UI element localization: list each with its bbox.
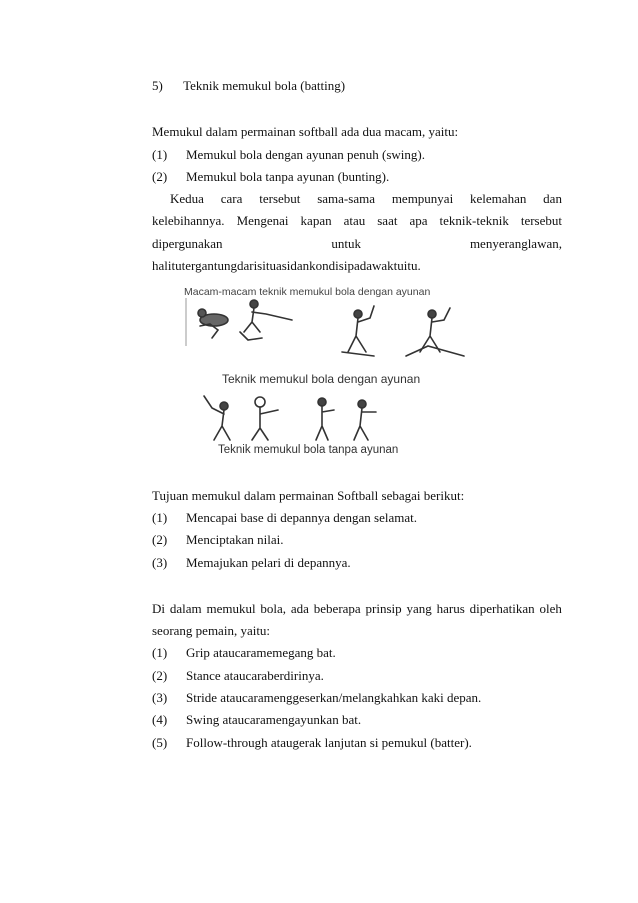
word: memukul [206, 601, 256, 616]
word: mempunyai [391, 191, 454, 206]
word: diperhatikan [469, 601, 535, 616]
word: untuk [331, 236, 362, 251]
list-item-text: Memukul bola tanpa ayunan (bunting). [186, 169, 390, 184]
word: atau [343, 213, 366, 228]
word: beberapa [313, 601, 361, 616]
heading-number: 5) [152, 78, 163, 93]
word: cara [220, 191, 243, 206]
word: tersebut [259, 191, 301, 206]
figure-caption-swing: Teknik memukul bola dengan ayunan [222, 372, 421, 386]
word: kelebihannya. [152, 213, 225, 228]
paragraph-line: seorang pemain, yaitu: [152, 623, 271, 638]
word: sama-sama [317, 191, 375, 206]
list-item-text: Follow-through ataugerak lanjutan si pemukul (batter). [186, 735, 472, 750]
list-number: (3) [152, 690, 168, 705]
list-item-text: Swing ataucaramengayunkan bat. [186, 712, 362, 727]
list-number: (2) [152, 668, 168, 683]
word: dan [543, 191, 562, 206]
list-item-text: Stance ataucaraberdirinya. [186, 668, 324, 683]
list-item-text: Grip ataucaramemegang bat. [186, 645, 336, 660]
word: bola, [260, 601, 287, 616]
word: Di [152, 601, 165, 616]
paragraph-line [152, 236, 562, 252]
word: saat [377, 213, 398, 228]
word: kelemahan [470, 191, 527, 206]
paragraph-line [170, 191, 562, 207]
word: teknik-teknik [439, 213, 509, 228]
paragraph-line [152, 601, 562, 617]
list-item-text: Mencapai base di depannya dengan selamat. [186, 510, 418, 525]
word: kapan [300, 213, 332, 228]
list-number: (3) [152, 555, 168, 570]
list-item-text: Stride ataucaramenggeserkan/melangkahkan kaki depan. [186, 690, 482, 705]
word: ada [290, 601, 309, 616]
list-item-text: Menciptakan nilai. [186, 532, 284, 547]
list-number: (1) [152, 147, 168, 162]
word: oleh [539, 601, 562, 616]
list-number: (1) [152, 645, 168, 660]
figure-caption-top: Macam-macam teknik memukul bola dengan ayunan [184, 286, 431, 298]
list-number: (4) [152, 712, 168, 727]
intro-text: Memukul dalam permainan softball ada dua macam, yaitu: [152, 124, 459, 139]
paragraph-line: halitutergantungdarisituasidankondisipadawaktuitu. [152, 258, 421, 273]
list-number: (5) [152, 735, 168, 750]
list-item [152, 147, 167, 163]
word: harus [436, 601, 465, 616]
word: menyeranglawan, [469, 236, 562, 251]
list-item [152, 169, 167, 185]
word: Mengenai [236, 213, 289, 228]
batter-figures-bunt [182, 280, 478, 460]
word: Kedua [170, 191, 204, 206]
figure-caption-bunt: Teknik memukul bola tanpa ayunan [218, 444, 399, 456]
goals-intro: Tujuan memukul dalam permainan Softball sebagai berikut: [152, 488, 465, 503]
word: tersebut [520, 213, 562, 228]
word: yang [406, 601, 432, 616]
list-number: (2) [152, 532, 168, 547]
list-number: (1) [152, 510, 168, 525]
word: dalam [169, 601, 202, 616]
list-number: (2) [152, 169, 168, 184]
word: dipergunakan [152, 236, 223, 251]
batting-illustration [182, 280, 478, 460]
word: prinsip [365, 601, 402, 616]
list-item-text: Memajukan pelari di depannya. [186, 555, 351, 570]
list-item-text: Memukul bola dengan ayunan penuh (swing). [186, 147, 426, 162]
section-heading [152, 78, 345, 94]
paragraph-line [152, 213, 562, 229]
word: apa [409, 213, 428, 228]
heading-text: Teknik memukul bola (batting) [183, 78, 346, 93]
